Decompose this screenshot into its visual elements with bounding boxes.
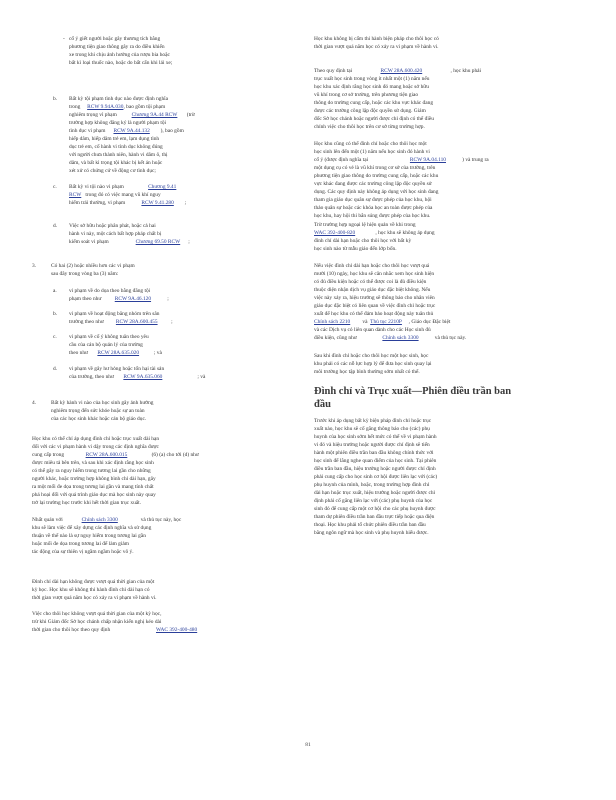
paragraph: Học khu có thể chỉ áp dụng đình chỉ hoặc trục xuất dài hạn đối với các vi phạm hành vi dậy trong các định nghĩa được cung cấp trong RCW 28A.600.015 (6) (a) cho tới (d) như được miêu tả bên trên, và sau khi xác định rằng học sinh có thể gây ra nguy hiểm trong tương lai gần cho những người khác, hoặc trường hợp không bình chỉ dài hạn, gây ra một mối đe dọa trong tương lai gần và mang tính chất phá hoại đối với quá trình giáo dục mà học sinh này quay trở lại trường học trước khi hết thời gian trục xuất.	[32, 436, 199, 506]
list-item-3b: b. vi phạm về hoạt động băng nhóm trên sân trường theo như RCW 28A.600.455 ;	[53, 311, 173, 325]
link-rcw[interactable]: RCW 9A.44.132	[113, 128, 150, 134]
list-item-4: 4. Bất kỳ hành vi nào của học sinh gây ảnh hưởng nghiêm trọng đến sức khỏe hoặc sự an toàn của các học sinh khác hoặc cán bộ giáo dục.	[32, 400, 154, 422]
paragraph: Đình chỉ dài hạn không được vượt quá thời gian của một kỳ học. Học khu sẽ không thi hành đình chỉ dài hạn có thời gian vượt quá năm học có xảy ra vi phạm về hành vi.	[32, 579, 157, 601]
link-rcw[interactable]: RCW 9.94A.030	[87, 104, 124, 110]
link-procedure[interactable]: Thủ tục 2210P	[370, 319, 402, 325]
paragraph: Nhất quán với Chính sách 3300 và thủ tục này, học khu sẽ làm việc để xây dựng các định nghĩa và sử dụng thuận về thể nào là sự nguy hiểm trong tương lai gần hoặc mối đe dọa trong tương lai để làm giảm tác động của sự thiên vị ngầm ngầm hoặc vô ý.	[32, 517, 182, 555]
link-rcw[interactable]: RCW 9A.04.110	[409, 157, 446, 163]
link-rcw[interactable]: RCW 9A.46.120	[114, 296, 152, 302]
paragraph: Sau khi đình chỉ hoặc cho thôi học một học sinh, học khu phải có các nỗ lực hợp lý để đưa học sinh quay lại môi trường học tập bình thường sớm nhất có thể.	[314, 353, 432, 375]
list-item-3a: a. vi phạm về do dọa theo bằng đăng tội phạm theo như RCW 9A.46.120 ;	[53, 288, 169, 302]
list-item-d: d. Việc sở hữu hoặc phân phát, hoặc cả hai hành vi này, một cách bất hợp pháp chất bị kiểm soát vi phạm Chương 69.50 RCW ;	[53, 223, 190, 245]
link-rcw[interactable]: Chương 9A.44 RCW	[131, 112, 178, 118]
link-rcw[interactable]: Chương 9.41	[148, 184, 177, 190]
list-item-3: 3. Có hai (2) hoặc nhiều hơn các vi phạm sau đây trong vòng ba (3) năm:	[32, 263, 135, 277]
bullet-item: - cố ý giết người hoặc gây thương tích bằng phương tiện giao thông gây ra do điều khiển xe trong khi chịu ảnh hưởng của rượu bia hoặc bất kì loại thuốc nào, hoặc do bất cẩn khi lái xe;	[63, 36, 173, 66]
link-wac[interactable]: WAC 392-400-480	[156, 627, 198, 633]
link-rcw[interactable]: RCW 28A.600.455	[115, 319, 158, 325]
paragraph: Trừ trường hợp ngoại lệ hiện quản về khi trong WAC 392-400-820 , học khu sẽ không áp dụng đình chỉ dài hạn hoặc cho thôi học với bất kỳ học sinh nào từ mẫu giáo đến lớp bốn.	[314, 222, 435, 252]
paragraph: Học khu không bị cấm thi hành biện pháp cho thôi học có thời gian vượt quá năm học có xảy ra vi phạm về hành vi.	[314, 36, 439, 50]
paragraph: Việc cho thôi học không vượt quá thời gian của một kỳ học, trừ khi Giám đốc Sở học chánh chấp nhận kiến nghị kéo dài thời gian cho thôi học theo quy định WAC 392-400-480	[32, 611, 198, 633]
link-rcw[interactable]: RCW	[69, 192, 82, 198]
link-rcw[interactable]: RCW 28A.600.015	[85, 452, 128, 458]
link-rcw[interactable]: RCW 9.41.280	[141, 200, 174, 206]
link-policy[interactable]: Chính sách 2210	[314, 319, 351, 325]
link-policy[interactable]: Chính sách 3300	[382, 335, 419, 341]
link-rcw[interactable]: RCW 9A.635.060	[123, 374, 163, 380]
link-rcw[interactable]: RCW 28A.635.020	[97, 350, 140, 356]
paragraph: Trước khi áp dụng bất kỳ biện pháp đình chỉ hoặc trục xuất nào, học khu sẽ cố gắng thông báo cho (các) phụ huynh của học sinh sớm hết mức có thể về vi phạm hành vi đó và hiệu trưởng hoặc người được chỉ định sẽ tiến hành một phiên điều trần ban đầu không chính thức với học sinh để lắng nghe quan điểm của học sinh. Tại phiên điều trần ban đầu, hiệu trưởng hoặc người được chỉ định phải cung cấp cho học sinh cơ hội được liên lạc với (các) phụ huynh của mình, hoặc, trong trường hợp đình chỉ dài hạn hoặc trục xuất, hiệu trưởng hoặc người được chỉ định phải cố gắng liên lạc với (các) phụ huynh của học sinh đó để cung cấp một cơ hội cho các phụ huynh được tham dự phiên điều trần ban đầu trực tiếp hoặc qua điện thoại. Học khu phải tổ chức phiên điều trần ban đầu bằng ngôn ngữ mà học sinh và phụ huynh hiểu được.	[314, 418, 438, 536]
paragraph: Theo quy định tại RCW 28A.600.420 , học khu phải trục xuất học sinh trong vòng ít nhất một (1) năm nếu học khu xác định rằng học sinh đó mang hoặc sở hữu vũ khí trong cơ sở trường, trên phương tiện giao thông do trường cung cấp, hoặc các khu vực khác đang được các trường công lập độc quyền sử dụng. Giám đốc Sở học chánh hoặc người được chỉ định có thể điều chỉnh việc cho thôi học trên cơ sở từng trường hợp.	[314, 68, 482, 130]
link-rcw[interactable]: RCW 28A.600.420	[380, 68, 423, 74]
link-wac[interactable]: WAC 392-400-820	[314, 230, 356, 236]
link-policy[interactable]: Chính sách 3300	[81, 517, 118, 523]
bullet-marker: -	[63, 36, 65, 42]
list-item-3c: c. vi phạm về cố ý không tuân theo yêu cầu của cán bộ quản lý của trường theo như RCW 28A.635.020 ; và	[53, 334, 162, 356]
paragraph: Học khu cũng có thể đình chỉ hoặc cho thôi học một học sinh lên đến một (1) năm nếu học sinh đó hành vi cố ý (được định nghĩa tại RCW 9A.04.110 ) và trung ra một dụng cụ có vẻ là vũ khí trong cơ sở của trường, trên phương tiện giao thông do trường cung cấp, hoặc các khu vực khác đang được các trường công lập độc quyền sử dụng. Các quy định này không áp dụng với học sinh đang tham gia giáo dục quân sự được phép của học khu, hội thảo quân sự hoặc các khóa học an toàn được phép của học khu, hay hội thi bắn súng được phép của học khu.	[314, 141, 489, 219]
list-item-c: c. Bất kỳ vi tội nào vi phạm Chương 9.41 RCW trong đó có việc mang vũ khí nguy hiểm trái thường, vi phạm RCW 9.41.280 ;	[53, 184, 187, 206]
page-number: 81	[305, 742, 311, 748]
list-item-b: b. Bất kỳ tội phạm tình dục nào được định nghĩa trong RCW 9.94A.030, bao gồm tội phạm nghiêm trọng vì phạm Chương 9A.44 RCW (trừ trường hợp không đăng ký là người phạm tội tình dục vi phạm RCW 9A.44.132 ), bao gồm hiếp dâm, hiếp dâm trẻ em, lạm dụng tình dục trẻ em, cố hành vi tình dục không đúng với người chưa thành niên, hành vi dâm ô, thị dâm, và bất kì trọng tội khác bị kết án hoặc xét xử có chứng cứ về động cơ tình dục;	[53, 96, 195, 174]
section-heading: Đình chỉ và Trục xuất—Phiên điều trần ban đầu	[314, 386, 512, 410]
link-rcw[interactable]: Chương 69.50 RCW	[135, 239, 181, 245]
paragraph: Nếu việc đình chỉ dài hạn hoặc cho thôi học vượt quá mười (10) ngày, học khu sẽ cân nhắc xem học sinh hiện có đủ điều kiện hoặc có thể được coi là đủ điều kiện thuộc diện nhận dịch vụ giáo dục đặc biệt không. Nếu việc này xảy ra, hiệu trưởng sẽ thông báo cho nhân viên giáo dục đặc biệt có liên quan về việc đình chỉ hoặc trục xuất để học khu có thể đảm bảo hoạt động này tuân thủ Chính sách 2210 và Thủ tục 2210P , Giáo dục Đặc biệt và các Dịch vụ có liên quan dành cho các Học sinh đủ điều kiện, cũng như Chính sách 3300 và thủ tục này.	[314, 263, 467, 341]
list-item-3d: d. vi phạm về gây hư hỏng hoặc tốn hại tài sản của trường, theo như RCW 9A.635.060 ; và	[53, 366, 206, 380]
